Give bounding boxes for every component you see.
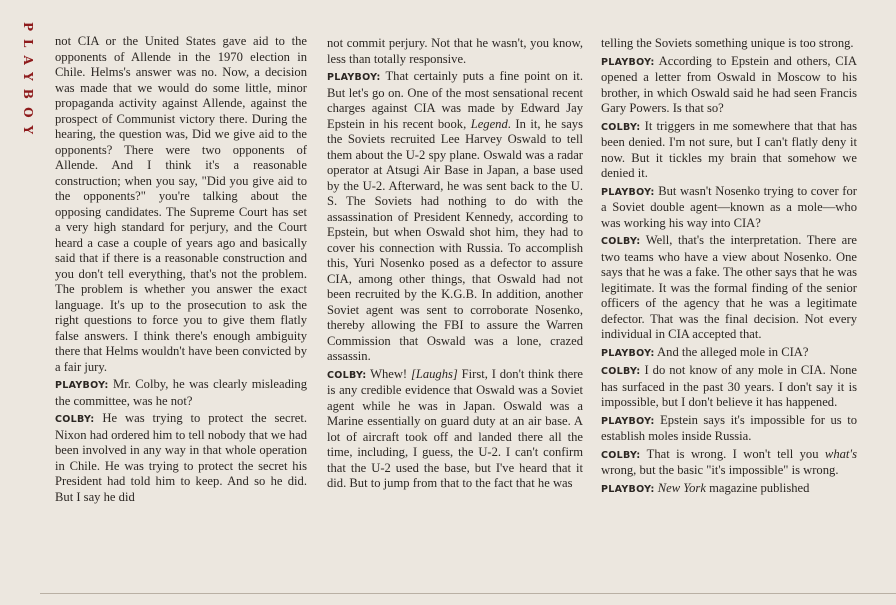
paragraph-text: Well, that's the interpretation. There are two teams who have a view about Nosenko. One says that he was a fake. The other says that he was legitimate. It was the formal finding of the senior officers of the agency that he was a legitimate defector. That was the final decision. Not every individual in CIA accepted that. [601,233,858,341]
paragraph-text: But wasn't Nosenko trying to cover for a Soviet double agent—known as a mole—who was working his way into CIA? [601,183,857,230]
magazine-name: PLAYBOY [21,22,35,143]
paragraph [601,447,857,479]
paragraph-text: First, I don't think there is any credible evidence that Oswald was a Soviet agent while he was in Japan. Oswald was a Marine essentially on guard duty at an air base. A lot of aircraft took off and landed there all the time, including, I guess, the U-2. I can't confirm that the U-2 used the base, but I've heard that it did. But to jump from that to the fact that he was [327,366,584,490]
paragraph-text: Mr. Colby, he was clearly misleading the committee, was he not? [55,377,308,408]
speaker-label: COLBY: [601,236,641,247]
paragraph [55,34,307,375]
paragraph-text: wrong, but the basic "it's impossible" is wrong. [601,463,839,477]
paragraph [601,36,857,52]
paragraph-text: And the alleged mole in CIA? [657,344,809,359]
paragraph [601,363,857,411]
speaker-label: PLAYBOY: [601,347,655,359]
speaker-label: COLBY: [327,369,367,381]
emphasis: what's [824,446,858,461]
publication-name: New York [657,480,706,495]
paragraph-text: Epstein says it's impossible for us to establish moles inside Russia. [601,412,857,443]
page-margin [0,0,40,605]
speaker-label: COLBY: [601,449,641,461]
speaker-label: PLAYBOY: [601,483,655,495]
stage-direction: [Laughs] [410,366,458,381]
paragraph-text: telling the Soviets something unique is too strong. [601,36,854,50]
paragraph-text: It triggers in me somewhere that that has been denied. I'm not sure, but I can't flatly deny it now. But it tickles my brain that somehow we denied it. [601,118,857,180]
paragraph-text: He was trying to protect the secret. Nixon had ordered him to tell nobody that we had been involved in any way in that whole operation in Chile. He was trying to protect the secret his President had told him to keep. And so he did. But I say he did [55,411,307,504]
speaker-label: PLAYBOY: [327,72,381,83]
speaker-label: COLBY: [601,121,641,133]
paragraph [327,367,583,492]
paragraph [601,233,857,343]
paragraph [601,54,857,117]
text-column-2 [327,36,583,494]
paragraph [601,481,857,498]
paragraph-text: not CIA or the United States gave aid to the opponents of Allende in the 1970 election in Chile. Helms's answer was no. Now, a decision was made that we would do some little, minor propaganda activity against Allende, against the prospect of Communist victory there. During the hearing, the question was, Did we give aid to the opponents? There were two opponents of Allende. And I think it's a reasonable construction; when you say, "Did you give aid to the opponents?" you're talking about the opposing candidates. The Supreme Court has set a very high standard for perjury, and the Court heard a case a couple of years ago and basically said that if there is a reasonable construction and you don't tell everything, that's not the problem. The problem is whether you answer the exact language. It's up to the prosecution to ask the right questions to force you to give them flatly false answers. I think there's enough ambiguity there that Helms wouldn't have been convicted by a fair jury. [55,34,307,374]
paragraph-text: not commit perjury. Not that he wasn't, you know, less than totally responsive. [327,36,583,66]
paragraph-text: magazine published [709,480,810,495]
paragraph [601,184,857,232]
paragraph-text: . In it, he says the Soviets recruited Lee Harvey Oswald to tell them about the U-2 spy plane. Oswald was a radar operator at Atsugi Air Base in Japan, a base used by the U-2. Afterward, he was sent back to the U. S. The Soviets had nothing to do with the assassination of President Kennedy, according to Epstein, but when Oswald shot him, they had to cover his connection with Russia. To accomplish this, Yuri Nosenko posed as a defector to assure CIA, among other things, that Oswald had not been recruited by the K.G.B. In addition, another Soviet agent was sent to corroborate Nosenko, thereby allowing the FBI to assure the Warren Commission that Oswald was a lone, crazed assassin. [327,116,583,363]
text-column-1 [55,34,307,507]
speaker-label: COLBY: [601,366,641,377]
paragraph [601,119,857,182]
paragraph-text: I do not know of any mole in CIA. None has surfaced in the past 30 years. I don't say it is impossible, but I don't believe it has happened. [601,363,858,409]
speaker-label: PLAYBOY: [55,380,109,391]
book-title: Legend [470,116,508,131]
speaker-label: PLAYBOY: [601,415,655,427]
paragraph [327,69,583,365]
paragraph-text: That certainly puts a fine point on it. But let's go on. One of the most sensational recent charges against CIA was made by Edward Jay Epstein in his recent book, [327,69,584,131]
paragraph [601,413,857,445]
speaker-label: PLAYBOY: [601,56,655,68]
paragraph-text: Whew! [370,366,408,381]
paragraph-text: That is wrong. I won't tell you [646,446,819,461]
bottom-rule [40,593,896,594]
paragraph-text: According to Epstein and others, CIA opened a letter from Oswald in Moscow to his brother, in which Oswald said he had seen Francis Gary Powers. Is that so? [601,53,857,115]
paragraph [55,377,307,409]
paragraph [327,36,583,67]
paragraph [55,411,307,505]
speaker-label: PLAYBOY: [601,186,655,198]
speaker-label: COLBY: [55,414,95,425]
paragraph [601,345,857,362]
text-column-3 [601,36,857,499]
